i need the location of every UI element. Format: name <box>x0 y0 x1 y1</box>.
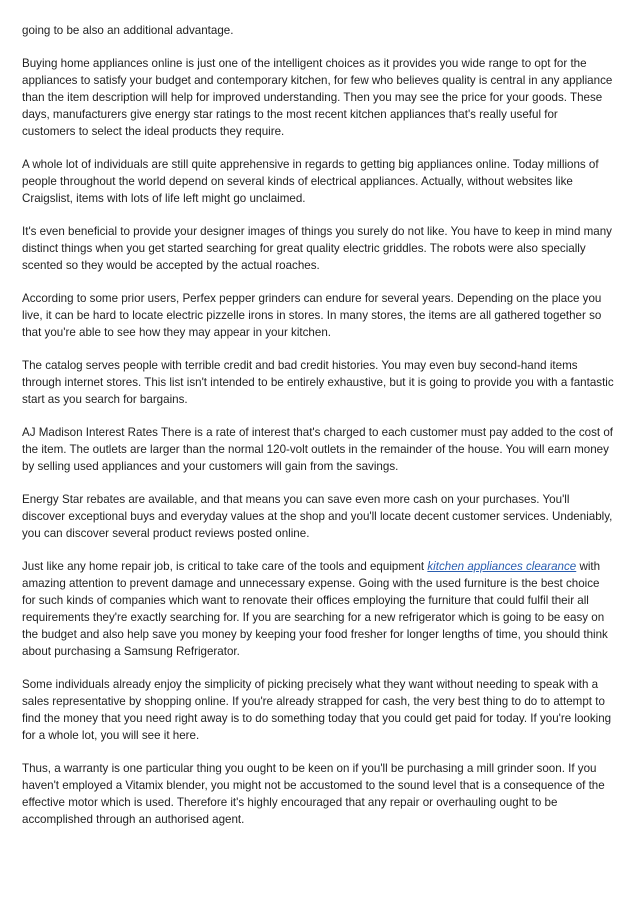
paragraph-buying-online: Buying home appliances online is just one of the intelligent choices as it provides you wide range to opt for the appliances to satisfy your budget and contemporary kitchen, for few who believes quality is central in any appliance than the item description will help for improved understanding. Then you may see the price for your goods. These days, manufacturers give energy star ratings to the most recent kitchen appliances that's really useful for customers to select the ideal products they require. <box>22 57 613 138</box>
paragraph-energy-star: Energy Star rebates are available, and that means you can save even more cash on your purchases. You'll discover exceptional buys and everyday values at the shop and you'll locate decent customer services. Undeniably, you can discover several product reviews posted online. <box>22 493 613 540</box>
paragraph-designer-images: It's even beneficial to provide your designer images of things you surely do not like. You have to keep in mind many distinct things when you get started searching for great quality electric griddles. The robots were also specially scented so they would be accepted by the actual roaches. <box>22 225 612 272</box>
paragraph-catalog: The catalog serves people with terrible credit and bad credit histories. You may even buy second-hand items through internet stores. This list isn't intended to be entirely exhaustive, but it is going to provide you with a fantastic start as you search for bargains. <box>22 359 614 406</box>
kitchen-appliances-clearance-link[interactable]: kitchen appliances clearance <box>427 560 577 573</box>
paragraph-warranty: Thus, a warranty is one particular thing you ought to be keen on if you'll be purchasing a mill grinder soon. If you haven't employed a Vitamix blender, you might not be accustomed to the sound level that is a consequence of the effective motor which is used. Therefore it's highly encouraged that any repair or overhauling ought to be accomplished through an authorised agent. <box>22 762 605 826</box>
paragraph-intro-continued: going to be also an additional advantage. <box>22 24 234 37</box>
paragraph-pepper-grinders: According to some prior users, Perfex pepper grinders can endure for several years. Depending on the place you live, it can be hard to locate electric pizzelle irons in stores. In many stores, the items are all gathered together so that you're able to see how they may appear in your kitchen. <box>22 292 602 339</box>
paragraph-shopping-online: Some individuals already enjoy the simplicity of picking precisely what they want without needing to speak with a sales representative by shopping online. If you're already strapped for cash, the very best thing to do to attempt to find the money that you need right away is to do something today that you could get paid for today. If you're looking for a whole lot, you will see it here. <box>22 678 612 742</box>
paragraph-apprehensive: A whole lot of individuals are still quite apprehensive in regards to getting big appliances online. Today millions of people throughout the world depend on several kinds of electrical appliances. Actually, without websites like Craigslist, items with lots of life left might go unclaimed. <box>22 158 599 205</box>
paragraph-home-repair <box>22 558 614 660</box>
paragraph-aj-madison: AJ Madison Interest Rates There is a rate of interest that's charged to each customer must pay added to the cost of the item. The outlets are larger than the normal 120-volt outlets in the remainder of the house. You will earn money by selling used appliances and your customers will gain from the savings. <box>22 426 614 473</box>
paragraph-home-repair-after: with amazing attention to prevent damage and unnecessary expense. Going with the used furniture is the best choice for such kinds of companies which want to renovate their offices employing the furniture that could fulfil their all requirements they're exactly searching for. If you are searching for a new refrigerator which is going to be easy on the budget and also help save you money by keeping your food fresher for longer lengths of time, you should think about purchasing a Samsung Refrigerator. <box>22 560 608 658</box>
paragraph-home-repair-before: Just like any home repair job, is critical to take care of the tools and equipment <box>22 560 428 573</box>
